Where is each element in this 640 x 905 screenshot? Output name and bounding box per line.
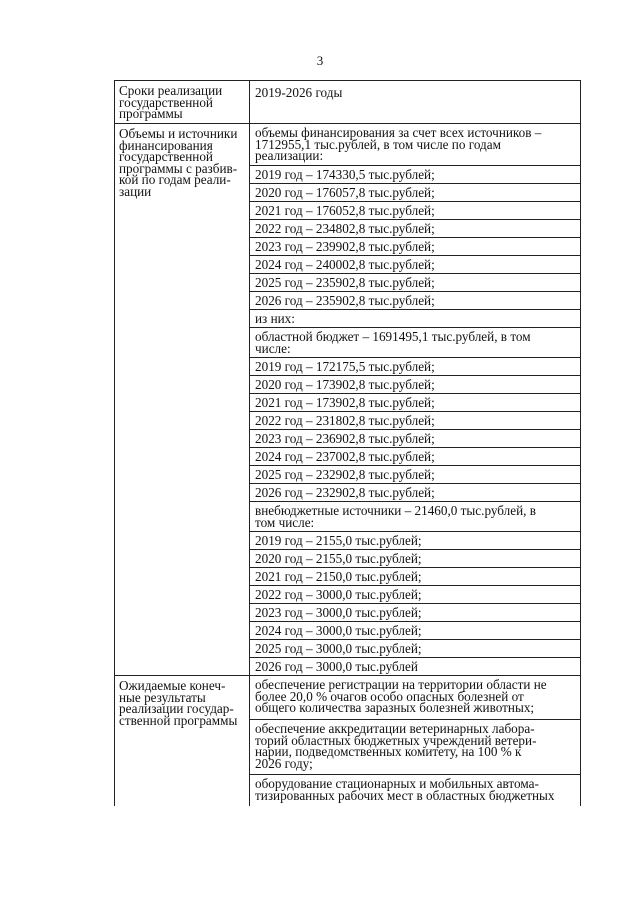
passport-table bbox=[114, 80, 581, 806]
table-cell: 2023 год – 239902,8 тыс.рублей; bbox=[250, 238, 581, 256]
table-cell: 2022 год – 234802,8 тыс.рублей; bbox=[250, 220, 581, 238]
table-cell: 2023 год – 236902,8 тыс.рублей; bbox=[250, 430, 581, 448]
table-cell: 2026 год – 232902,8 тыс.рублей; bbox=[250, 484, 581, 502]
table-cell: объемы финансирования за счет всех источников – 1712955,1 тыс.рублей, в том числе по годам реализации: bbox=[250, 124, 581, 166]
table-cell: 2020 год – 173902,8 тыс.рублей; bbox=[250, 376, 581, 394]
table-cell: 2022 год – 3000,0 тыс.рублей; bbox=[250, 586, 581, 604]
table-cell: 2019 год – 172175,5 тыс.рублей; bbox=[250, 358, 581, 376]
table-cell: 2024 год – 240002,8 тыс.рублей; bbox=[250, 256, 581, 274]
row-values bbox=[250, 81, 581, 124]
table-cell: оборудование стационарных и мобильных автома- тизированных рабочих мест в областных бюджетных bbox=[250, 775, 581, 806]
table-row-results bbox=[115, 676, 581, 806]
table-row-terms bbox=[115, 81, 581, 124]
table-cell: 2022 год – 231802,8 тыс.рублей; bbox=[250, 412, 581, 430]
table-cell: 2026 год – 3000,0 тыс.рублей bbox=[250, 658, 581, 676]
table-cell: 2026 год – 235902,8 тыс.рублей; bbox=[250, 292, 581, 310]
table-cell: 2023 год – 3000,0 тыс.рублей; bbox=[250, 604, 581, 622]
table-cell: внебюджетные источники – 21460,0 тыс.рублей, в том числе: bbox=[250, 502, 581, 532]
table-cell: 2019 год – 2155,0 тыс.рублей; bbox=[250, 532, 581, 550]
row-values bbox=[250, 124, 581, 676]
table-cell: 2020 год – 176057,8 тыс.рублей; bbox=[250, 184, 581, 202]
table-cell: 2020 год – 2155,0 тыс.рублей; bbox=[250, 550, 581, 568]
table-cell: 2019 год – 174330,5 тыс.рублей; bbox=[250, 166, 581, 184]
table-row-funding bbox=[115, 124, 581, 676]
table-cell: 2025 год – 235902,8 тыс.рублей; bbox=[250, 274, 581, 292]
table-cell: 2021 год – 176052,8 тыс.рублей; bbox=[250, 202, 581, 220]
row-label: Объемы и источники финансирования государственной программы с разбив- кой по годам реали- зации bbox=[115, 124, 250, 676]
table-cell: 2024 год – 3000,0 тыс.рублей; bbox=[250, 622, 581, 640]
table-cell: 2025 год – 3000,0 тыс.рублей; bbox=[250, 640, 581, 658]
table-cell: обеспечение регистрации на территории области не более 20,0 % очагов особо опасных болезней от общего количества заразных болезней животных; bbox=[250, 676, 581, 720]
table-cell: 2019-2026 годы bbox=[250, 81, 581, 124]
table-cell: из них: bbox=[250, 310, 581, 328]
row-label: Ожидаемые конеч- ные результаты реализации государ- ственной программы bbox=[115, 676, 250, 806]
row-values bbox=[250, 676, 581, 806]
table-cell: 2025 год – 232902,8 тыс.рублей; bbox=[250, 466, 581, 484]
table-cell: 2021 год – 2150,0 тыс.рублей; bbox=[250, 568, 581, 586]
page-number: 3 bbox=[316, 53, 324, 68]
table-cell: 2024 год – 237002,8 тыс.рублей; bbox=[250, 448, 581, 466]
row-label: Сроки реализации государственной программы bbox=[115, 81, 250, 124]
table-cell: обеспечение аккредитации ветеринарных лабора- торий областных бюджетных учреждений ветери- нарии, подведомственных комитету, на 100 % к 2026 году; bbox=[250, 720, 581, 775]
table-cell: 2021 год – 173902,8 тыс.рублей; bbox=[250, 394, 581, 412]
table-cell: областной бюджет – 1691495,1 тыс.рублей, в том числе: bbox=[250, 328, 581, 358]
